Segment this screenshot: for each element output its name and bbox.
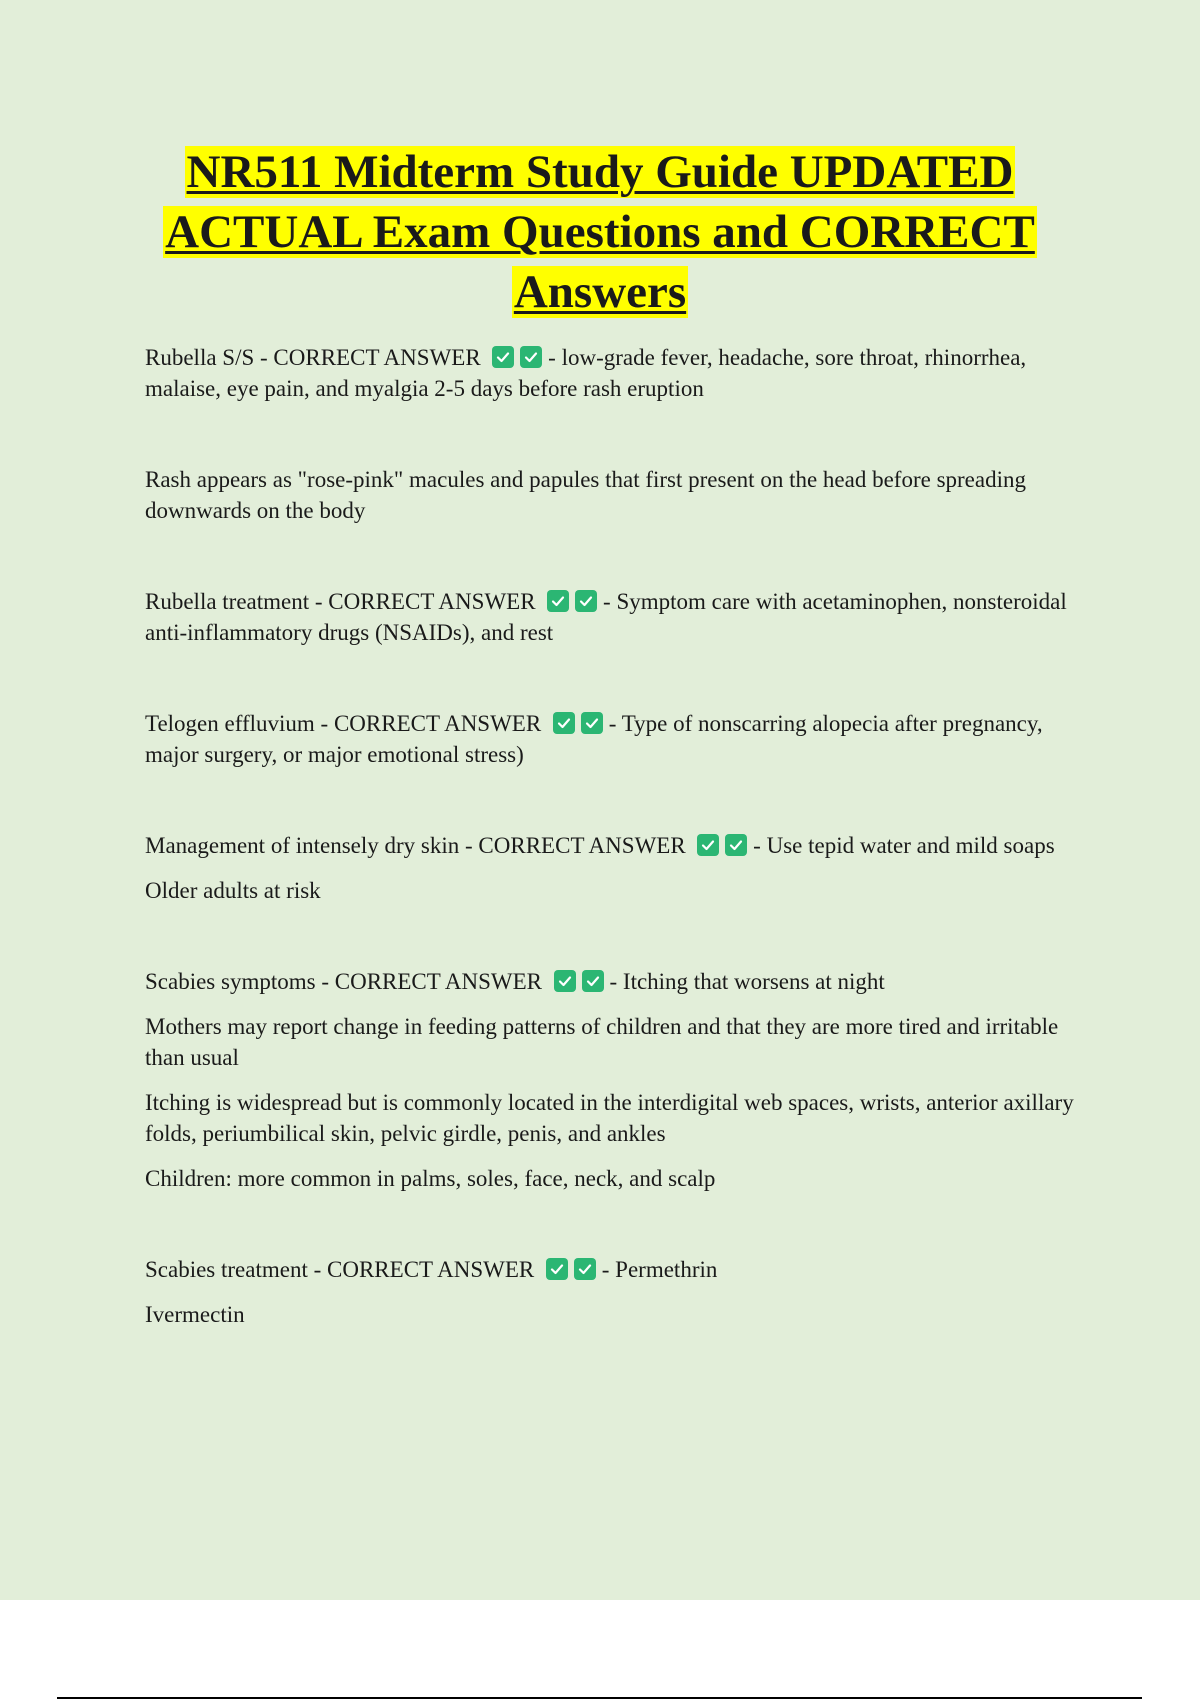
qa-question-line: [145, 1254, 1085, 1285]
qa-item: [145, 708, 1085, 770]
check-mark-icon: [554, 970, 576, 992]
check-mark-icon: [581, 712, 603, 734]
qa-item: [145, 966, 1085, 1194]
note-line: Mothers may report change in feeding patterns of children and that they are more tired and irritable than usual: [145, 1014, 1059, 1070]
answer-text: - Use tepid water and mild soaps: [747, 833, 1055, 858]
check-mark-icon: [547, 590, 569, 612]
question-text: Rubella treatment - CORRECT ANSWER: [145, 589, 542, 614]
answer-text: - Type of nonscarring alopecia after pregnancy, major surgery, or major emotional stress): [145, 711, 1043, 767]
note-line: Rash appears as "rose-pink" macules and papules that first present on the head before spreading downwards on the body: [145, 467, 1026, 523]
page-title: [100, 142, 1100, 322]
qa-question-line: [145, 966, 1085, 997]
check-mark-icon: [697, 834, 719, 856]
note-line: Children: more common in palms, soles, face, neck, and scalp: [145, 1166, 716, 1191]
check-mark-icon: [725, 834, 747, 856]
note-line: Itching is widespread but is commonly located in the interdigital web spaces, wrists, anterior axillary folds, periumbilical skin, pelvic girdle, penis, and ankles: [145, 1090, 1074, 1146]
check-mark-icon: [575, 590, 597, 612]
title-highlight: NR511 Midterm Study Guide UPDATED ACTUAL Exam Questions and CORRECT Answers: [165, 146, 1035, 318]
qa-question-line: [145, 342, 1085, 404]
qa-item: [145, 830, 1085, 906]
title-block: [100, 142, 1100, 322]
question-text: Scabies treatment - CORRECT ANSWER: [145, 1257, 541, 1282]
note-line: Older adults at risk: [145, 878, 321, 903]
answer-text: - Itching that worsens at night: [603, 969, 885, 994]
check-mark-icon: [582, 970, 604, 992]
answer-text: - low-grade fever, headache, sore throat, rhinorrhea, malaise, eye pain, and myalgia 2-5 days before rash eruption: [145, 345, 1027, 401]
qa-item: [145, 1254, 1085, 1330]
check-mark-icon: [520, 346, 542, 368]
answer-text: - Permethrin: [596, 1257, 718, 1282]
check-mark-icon: [492, 346, 514, 368]
qa-item: [145, 586, 1085, 648]
note-line: Ivermectin: [145, 1302, 245, 1327]
check-mark-icon: [574, 1258, 596, 1280]
qa-item: [145, 464, 1085, 526]
check-mark-icon: [546, 1258, 568, 1280]
qa-question-line: [145, 830, 1085, 861]
qa-list: [145, 342, 1085, 1390]
qa-item: [145, 342, 1085, 404]
footer-divider: [57, 1697, 1142, 1699]
answer-text: - Symptom care with acetaminophen, nonsteroidal anti-inflammatory drugs (NSAIDs), and rest: [145, 589, 1067, 645]
qa-question-line: [145, 708, 1085, 770]
question-text: Rubella S/S - CORRECT ANSWER: [145, 345, 487, 370]
qa-question-line: [145, 586, 1085, 648]
check-mark-icon: [553, 712, 575, 734]
question-text: Telogen effluvium - CORRECT ANSWER: [145, 711, 547, 736]
question-text: Scabies symptoms - CORRECT ANSWER: [145, 969, 548, 994]
question-text: Management of intensely dry skin - CORRECT ANSWER: [145, 833, 692, 858]
